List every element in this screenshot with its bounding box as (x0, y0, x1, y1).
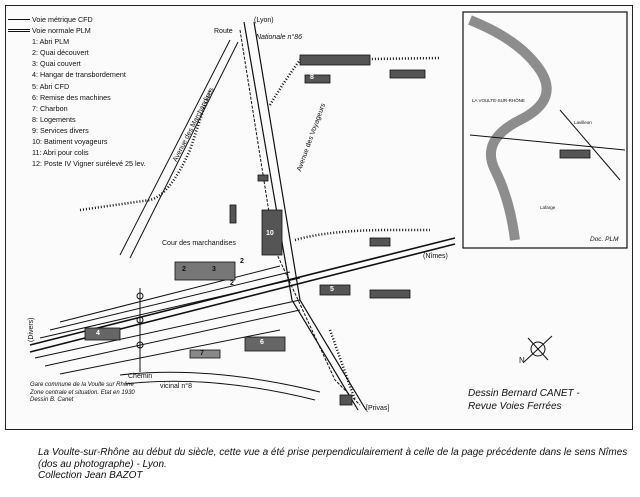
inset-building (560, 150, 590, 158)
building-number: 8 (310, 74, 314, 81)
building-number: 6 (260, 339, 264, 346)
legend-item: 3: Quai couvert (32, 59, 81, 69)
label-divers: (Divers) (28, 317, 35, 342)
label-privas: [Privas] (366, 405, 390, 412)
building-remise (245, 337, 285, 351)
label-nationale: Nationale n°86 (256, 34, 302, 41)
legend-item: 5: Abri CFD (32, 81, 70, 91)
inset-river (470, 20, 547, 240)
building-number: 2 (230, 280, 234, 287)
building-number: 2 (182, 266, 186, 273)
inset-frame (463, 12, 627, 248)
legend-item: 4: Hangar de transbordement (32, 70, 126, 80)
yard-track-1 (40, 278, 300, 338)
route-nationale-edge-left (244, 22, 358, 410)
label-route: Route (214, 28, 233, 35)
caption (38, 447, 638, 482)
building-number: 7 (200, 350, 204, 357)
caption-collection: Collection Jean BAZOT (38, 470, 143, 481)
yard-track-3 (60, 266, 280, 322)
slope-hatching-4 (330, 330, 355, 400)
legend-item: 12: Poste IV Vigner surélevé 25 lev. (32, 159, 146, 169)
caption-text: La Voulte-sur-Rhône au début du siècle, cette vue a été prise perpendiculairement à celle de la page précédente dans le sens Nîmes (dos au photographe) - Lyon. (38, 447, 628, 470)
label-nimes: (Nîmes) (423, 253, 448, 260)
inset-place-label: Lavilleon (574, 120, 592, 125)
label-vicinal: vicinal n°8 (160, 383, 192, 390)
legend-item: 11: Abri pour colis (32, 148, 89, 158)
label-lyon: (Lyon) (254, 17, 274, 24)
credits: Dessin Bernard CANET - Revue Voies Ferrées (468, 388, 580, 412)
building-number: 10 (266, 230, 274, 237)
legend-item: 10: Batiment voyageurs (32, 137, 108, 147)
legend-item: 9: Services divers (32, 125, 89, 135)
legend (32, 14, 146, 169)
legend-item: 2: Quai découvert (32, 48, 89, 58)
legend-item: 1: Abri PLM (32, 37, 70, 47)
building-charbon (190, 350, 220, 358)
building-number: 3 (212, 266, 216, 273)
legend-line-symbol (8, 19, 30, 20)
legend-line-cfd: Voie métrique CFD (32, 14, 146, 25)
building-number: 2 (240, 258, 244, 265)
building-top (300, 55, 370, 65)
building-abri-cfd (320, 285, 350, 295)
building-top-right (390, 70, 425, 78)
label-north: N (519, 356, 525, 365)
legend-item: 8: Logements (32, 114, 76, 124)
building-number: 5 (330, 286, 334, 293)
legend-item: 6: Remise des machines (32, 92, 111, 102)
label-chemin: Chemin (128, 373, 153, 380)
building-small-4 (340, 395, 352, 405)
label-avenue-voyageurs: Avenue des Voyageurs (296, 102, 328, 173)
legend-line-plm: Voie normale PLM (32, 25, 146, 36)
label-cour: Cour des marchandises (162, 240, 236, 247)
compass-lines (524, 336, 552, 362)
building-logement (305, 75, 330, 83)
building-number: 4 (96, 330, 100, 337)
building-small-1 (370, 238, 390, 246)
building-small-3 (258, 175, 268, 181)
building-hangar (85, 328, 120, 340)
inset-town-label: LA VOULTE-SUR-RHÔNE (472, 98, 525, 103)
inset-doc-label: Doc. PLM (590, 236, 619, 243)
label-avenue-marchandises: Avenue des Marchandises (172, 86, 216, 164)
yard-track-2 (50, 272, 290, 330)
legend-line-symbol (8, 29, 30, 32)
slope-hatching-2 (295, 230, 430, 240)
inset-place-label: Lafarge (540, 205, 556, 210)
building-services (370, 290, 410, 298)
legend-item: 7: Charbon (32, 103, 68, 113)
building-small-2 (230, 205, 236, 223)
map-note: Gare commune de la Voulte sur Rhône Zone centrale et situation. Etat en 1930 Dessin B. Canet (30, 382, 135, 403)
